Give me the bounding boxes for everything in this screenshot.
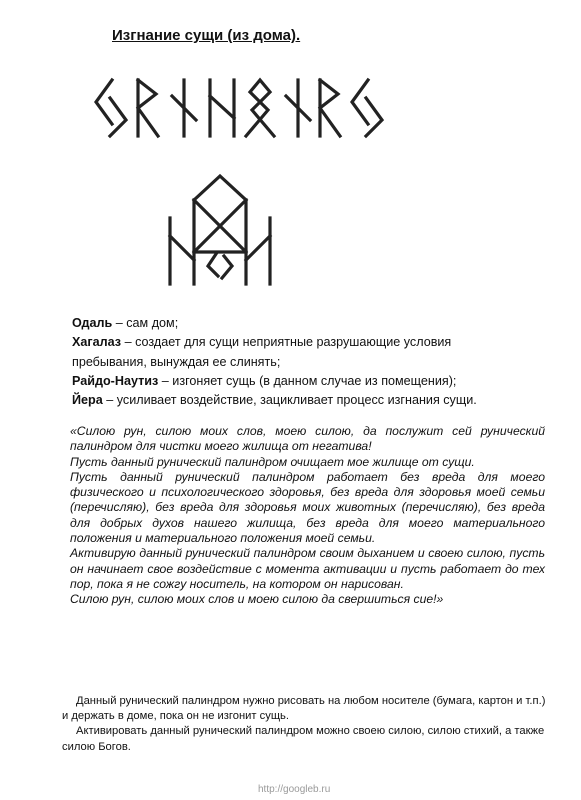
incantation-paragraph: Силою рун, силою моих слов и моею силою да свершиться сие!» [70,592,444,607]
legend-line [72,372,542,391]
nautiz-rune-icon [172,80,196,136]
rune-description: – усиливает воздействие, зацикливает процесс изгнания сущи. [102,393,477,408]
rune-description: пребывания, вынуждая ее слинять; [72,354,281,369]
legend-line [72,391,542,410]
rune-name: Йера [72,393,103,408]
bind-rune-figure [160,172,280,290]
jera-rune-icon [352,80,382,136]
rune-description: – создает для сущи неприятные разрушающие условия [121,335,452,350]
rune-name: Хагалаз [72,335,122,350]
jera-rune-icon [96,80,126,136]
incantation-text [70,424,545,608]
usage-notes [62,694,548,755]
rune-description: – изгоняет сущь (в данном случае из помещения); [158,373,457,388]
incantation-paragraph: «Силою рун, силою моих слов, моею силою, да послужит сей рунический палиндром для чистки моего жилища от негатива! [70,424,545,454]
raido-rune-icon [320,80,340,136]
rune-name: Райдо-Наутиз [72,373,159,388]
hagalaz-rune-icon [210,80,234,136]
nautiz-rune-icon [286,80,310,136]
rune-palindrome-row [92,74,392,144]
othala-rune-icon [246,80,274,136]
page-title: Изгнание сущи (из дома). [112,27,301,44]
incantation-paragraph: Пусть данный рунический палиндром работает без вреда для моего физического и психологического здоровья, без вреда для здоровья моей семьи (перечисляю), без вреда для здоровья моих животных (перечисляю), без вреда для добрых духов нашего жилища, без вреда для моего материального положения и материального положения моей семьи. [70,469,545,546]
note-paragraph: Данный рунический палиндром нужно рисовать на любом носителе (бумага, картон и т.п.) и держать в доме, пока он не изгонит сущь. [62,695,546,723]
rune-legend [72,314,542,410]
rune-name: Одаль [72,316,113,330]
legend-line [72,353,542,372]
note-paragraph: Активировать данный рунический палиндром можно своею силою, силою стихий, а также силою Богов. [62,725,545,753]
watermark: http://googleb.ru [258,784,331,795]
incantation-paragraph: Активирую данный рунический палиндром своим дыханием и своею силою, пусть он начинает свое воздействие с момента активации и пусть работает до тех пор, пока я не сожгу носитель, на котором он нарисован. [70,546,545,591]
legend-line [72,314,542,333]
legend-line [72,333,542,352]
incantation-paragraph: Пусть данный рунический палиндром очищает мое жилище от сущи. [70,454,475,469]
rune-description: – сам дом; [112,316,179,330]
raido-rune-icon [138,80,158,136]
